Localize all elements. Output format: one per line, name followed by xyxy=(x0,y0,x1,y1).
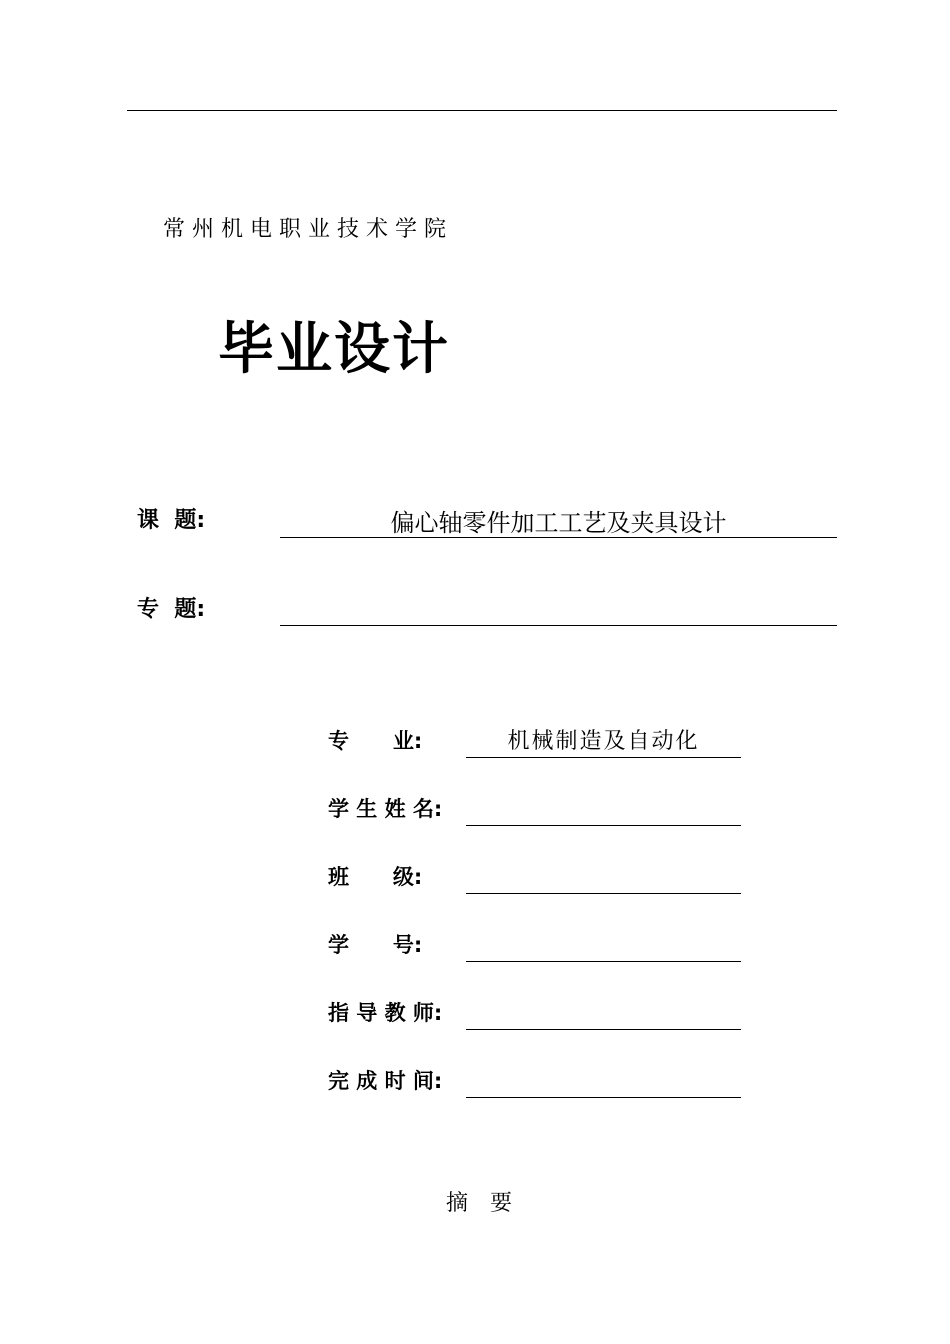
student-id-underline xyxy=(466,961,741,962)
major-value: 机械制造及自动化 xyxy=(507,729,700,754)
class-label: 班 级: xyxy=(328,865,423,889)
class-underline xyxy=(466,893,741,894)
student-name-underline xyxy=(466,825,741,826)
subtopic-underline xyxy=(280,625,837,626)
topic-label: 课 题: xyxy=(137,508,206,533)
subtopic-label: 专 题: xyxy=(137,597,206,622)
major-label: 专 业: xyxy=(328,729,423,753)
advisor-underline xyxy=(466,1029,741,1030)
major-underline xyxy=(466,757,741,758)
topic-value: 偏心轴零件加工工艺及夹具设计 xyxy=(390,509,727,537)
abstract-heading: 摘要 xyxy=(445,1191,534,1216)
header-rule xyxy=(127,110,837,111)
college-name: 常州机电职业技术学院 xyxy=(163,217,454,242)
topic-underline xyxy=(280,537,837,538)
student-id-label: 学 号: xyxy=(328,933,423,957)
completion-date-label: 完 成 时 间: xyxy=(328,1069,443,1093)
completion-date-underline xyxy=(466,1097,741,1098)
advisor-label: 指 导 教 师: xyxy=(328,1001,443,1025)
student-name-label: 学 生 姓 名: xyxy=(328,797,443,821)
document-title: 毕业设计 xyxy=(218,317,450,382)
